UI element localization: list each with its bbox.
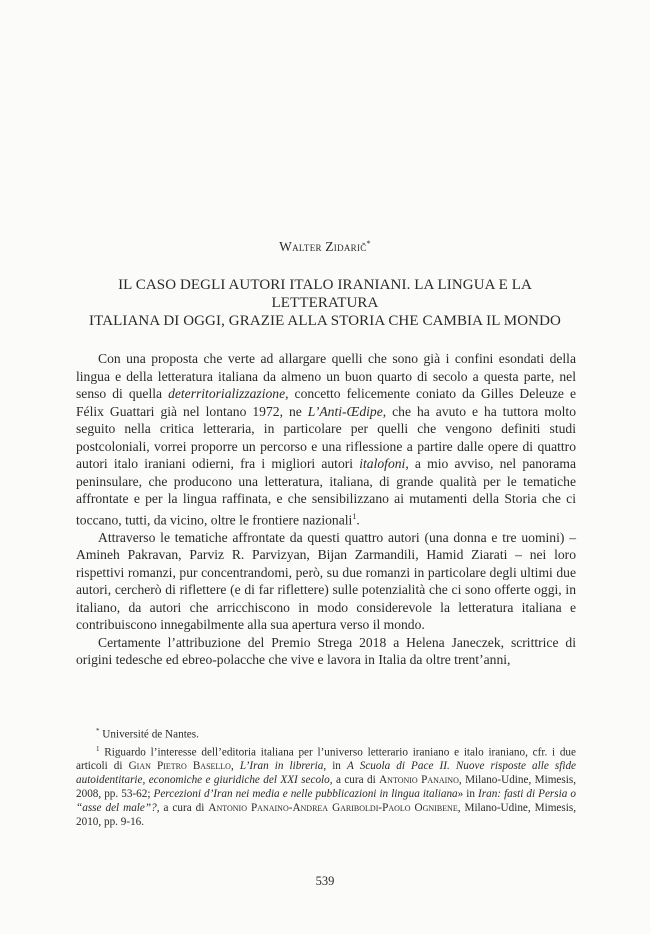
footnotes [76,724,576,829]
footnote-star: * Université de Nantes. [96,727,199,741]
footnote-1: $^1$ Riguardo l’interesse dell’editoria italiana per l’universo letterario iraniano e italo iraniano, cfr. i due articoli di Gian Pietro Basello, L’Iran in libreria, in A Scuola di Pace II. Nuove risposte alle sfide autoidentitarie, economiche e giuridiche del XXI secolo, a cura di Antonio Panaino, Milano-Udine, Mimesis, 2008, pp. 53-62; Percezioni d’Iran nei media e nelle pubblicazioni in lingua italiana» in Iran: fasti di Persia o “asse del male”?, a cura di Antonio Panaino-Andrea Gariboldi-Paolo Ognibene, Milano-Udine, Mimesis, 2010, pp. 9-16. [76,744,577,829]
article-body [76,350,576,669]
page-number: 539 [315,874,335,888]
footnote-ref-1[interactable]: 1 [352,511,357,521]
paragraph-3: Certamente l’attribuzione del Premio Strega 2018 a Helena Janeczek, scrittrice di origini tedesche ed ebreo-polacche che vive e lavora in Italia da oltre trent’anni, [76,634,576,668]
author-footnote-mark: * [366,239,371,248]
title-line-2: ITALIANA DI OGGI, GRAZIE ALLA STORIA CHE CAMBIA IL MONDO [89,313,561,329]
author-name: Walter Zidarič* [279,239,371,255]
title-line-1: IL CASO DEGLI AUTORI ITALO IRANIANI. LA LINGUA E LA LETTERATURA [118,277,532,311]
paragraph-2: Attraverso le tematiche affrontate da questi quattro autori (una donna e tre uomini) – Amineh Pakravan, Parviz R. Parvizyan, Bijan Zarmandili, Hamid Ziarati – nei loro rispettivi romanzi, pur concentrandomi, però, su due romanzi in particolare degli ultimi due autori, cercherò di riflettere (e di far riflettere) sulle potenzialità che ci sono offerte oggi, in italiano, da autori che arricchiscono in modo considerevole la letteratura italiana e contribuiscono innegabilmente alla sua apertura verso il mondo. [76,529,576,633]
paragraph-1: Con una proposta che verte ad allargare quelli che sono già i confini esondati della lingua e della letteratura italiana da almeno un buon quarto di secolo a questa parte, nel senso di quella deterritorializzazione, concetto felicemente coniato da Gilles Deleuze e Félix Guattari già nel lontano 1972, ne L’Anti-Œdipe, che ha avuto e ha tuttora molto seguito nella critica letteraria, in particolare per quelli che vengono definiti studi postcoloniali, vorrei proporre un percorso e una riflessione a partire dalle opere di quattro autori italo iraniani odierni, fra i migliori autori italofoni, a mio avviso, nel panorama peninsulare, che producono una letteratura, italiana, di grande qualità per le tematiche affrontate e per la lingua raffinata, e che sensibilizzano ai mutamenti della Storia che ci toccano, tutti, da vicino, oltre le frontiere nazionali$^1$. [76,351,576,528]
article-title [70,276,580,330]
